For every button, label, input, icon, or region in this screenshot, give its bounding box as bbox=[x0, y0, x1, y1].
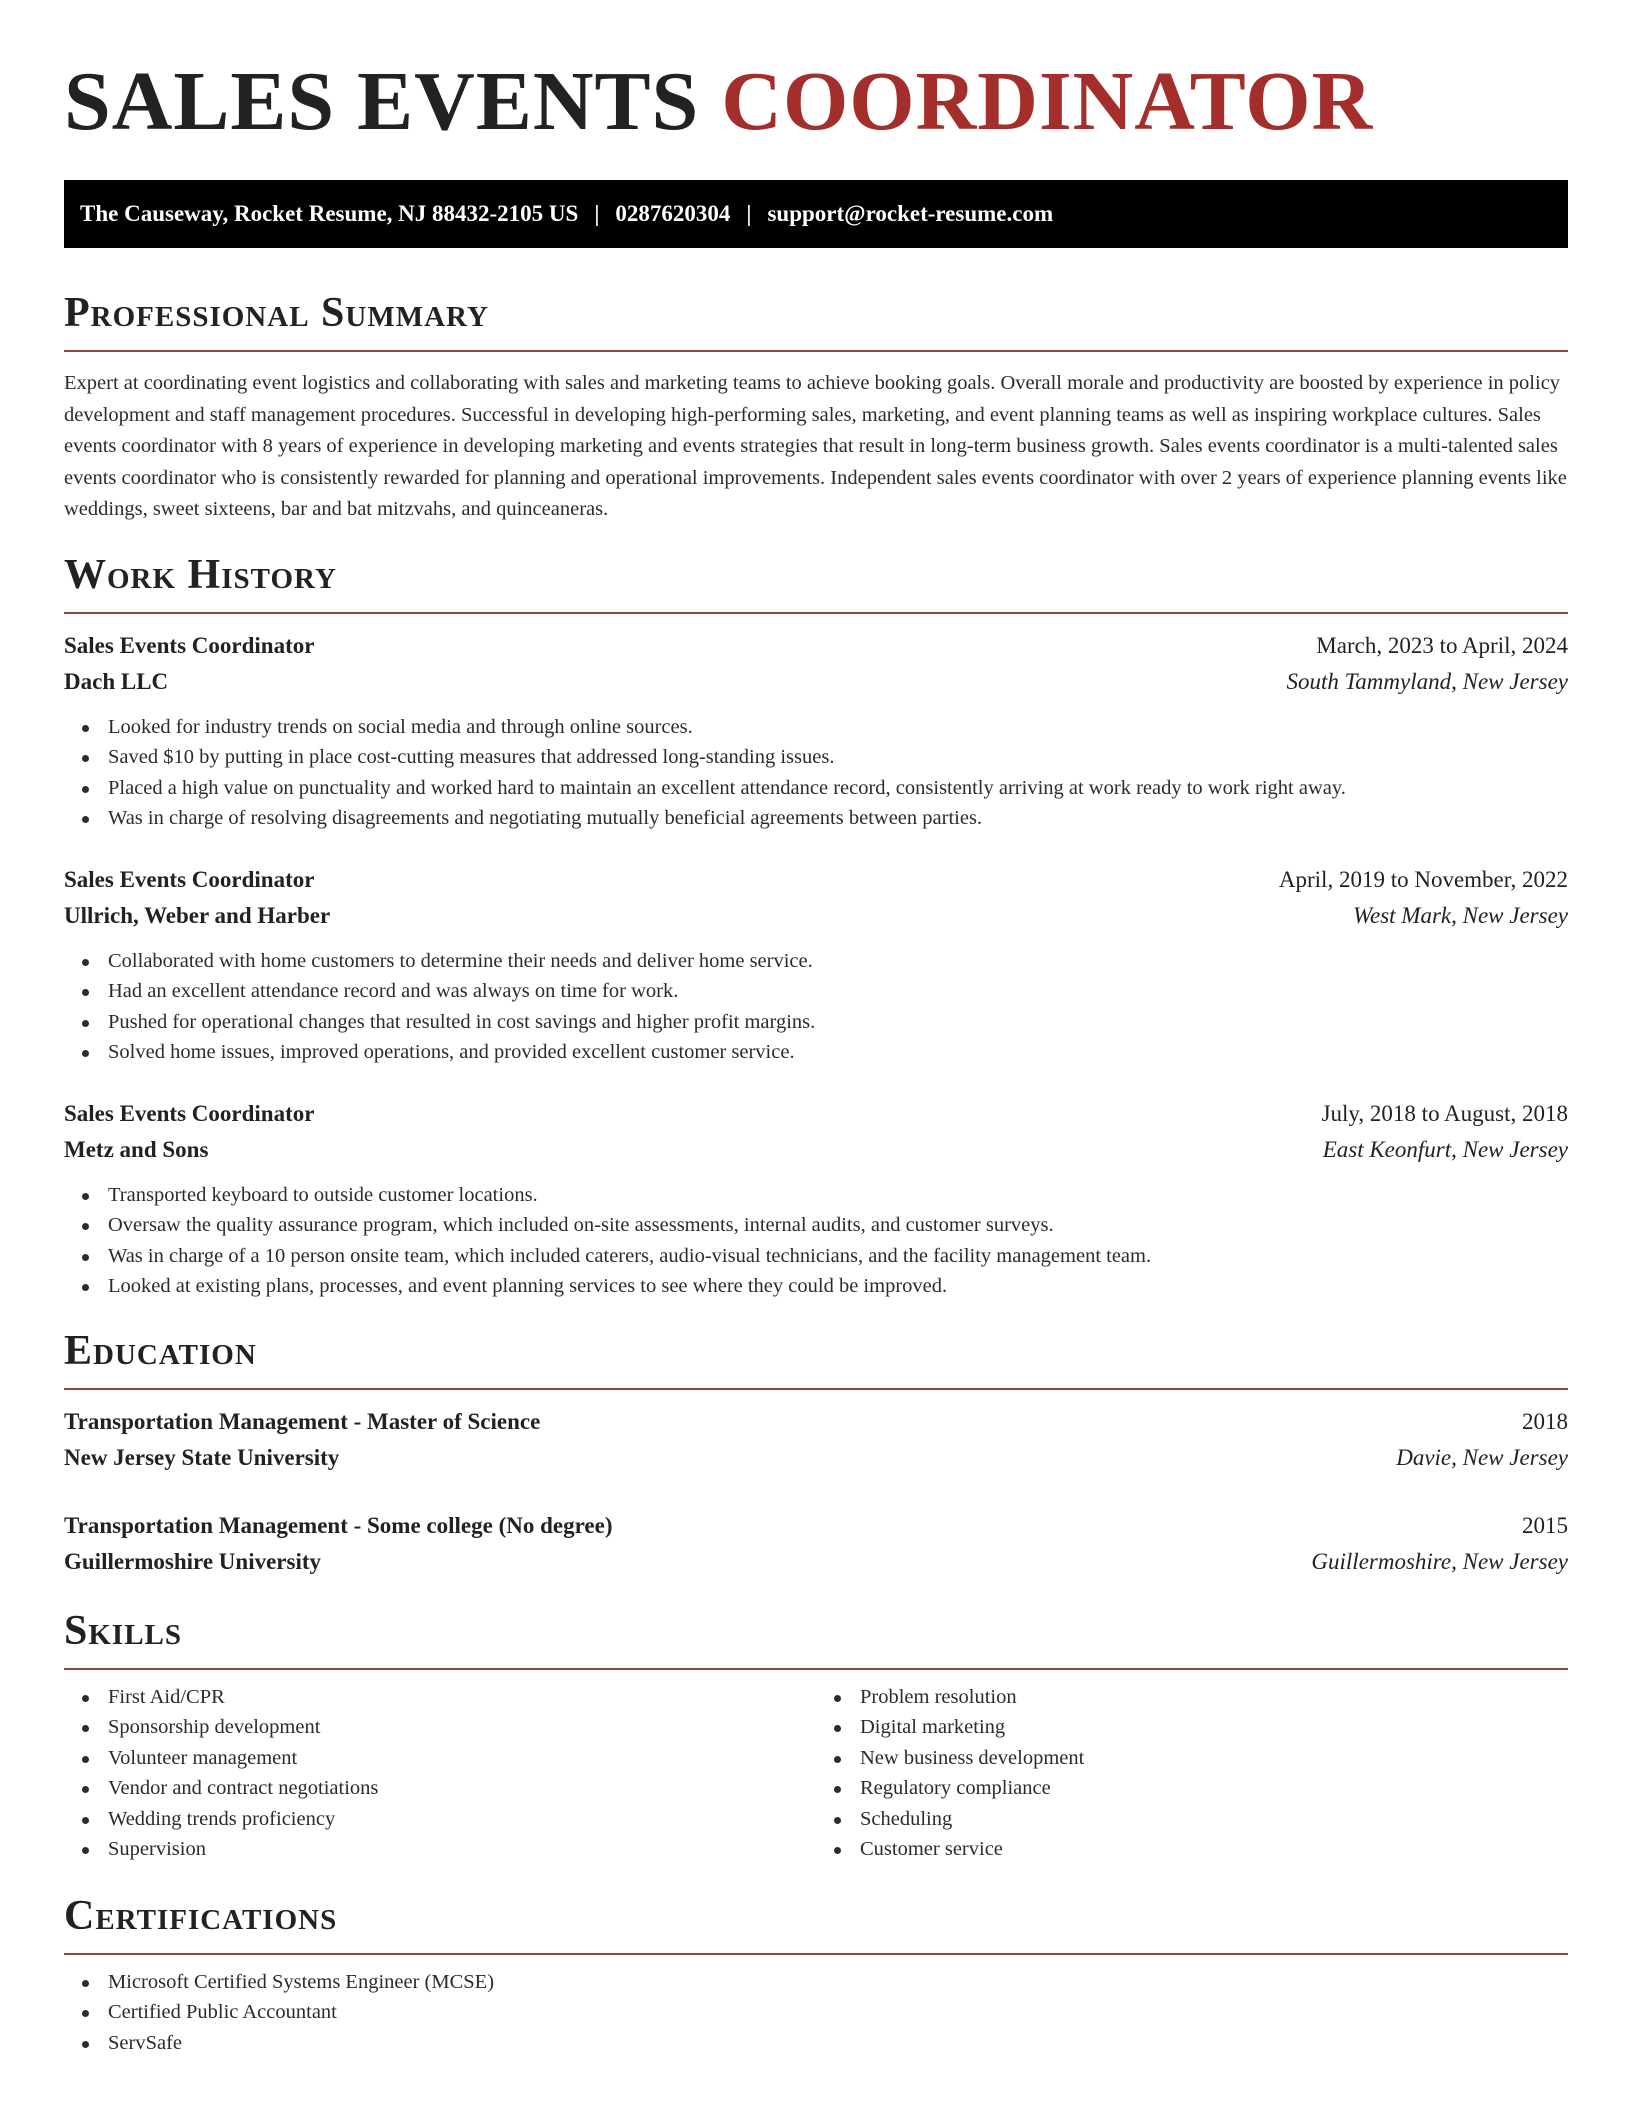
skills-list-right bbox=[816, 1682, 1568, 1865]
job-dates: July, 2018 to August, 2018 bbox=[1321, 1100, 1568, 1126]
work-heading: Work History bbox=[64, 551, 337, 598]
contact-address: The Causeway, Rocket Resume, NJ 88432-2105 US bbox=[80, 201, 579, 226]
list-item: Transported keyboard to outside customer locations. bbox=[108, 1180, 1568, 1211]
skills-list-left bbox=[64, 1682, 816, 1865]
job-company: Ullrich, Weber and Harber bbox=[64, 902, 331, 928]
school-name: New Jersey State University bbox=[64, 1444, 340, 1470]
job-title: Sales Events Coordinator bbox=[64, 632, 315, 658]
degree-year: 2015 bbox=[1522, 1512, 1568, 1538]
degree-title: Transportation Management - Master of Science bbox=[64, 1408, 541, 1434]
skill-item: Supervision bbox=[108, 1834, 816, 1865]
job-entry bbox=[64, 1096, 1568, 1302]
job-entry bbox=[64, 628, 1568, 834]
job-entry bbox=[64, 862, 1568, 1068]
job-title: Sales Events Coordinator bbox=[64, 1100, 315, 1126]
skill-item: Vendor and contract negotiations bbox=[108, 1773, 816, 1804]
list-item: Oversaw the quality assurance program, which included on-site assessments, internal audits, and customer surveys. bbox=[108, 1210, 1568, 1241]
job-company: Metz and Sons bbox=[64, 1136, 209, 1162]
contact-separator: | bbox=[746, 201, 752, 226]
list-item: Had an excellent attendance record and was always on time for work. bbox=[108, 976, 1568, 1007]
job-location: East Keonfurt, New Jersey bbox=[1322, 1136, 1568, 1162]
resume-title bbox=[64, 52, 1568, 152]
section-divider bbox=[64, 612, 1568, 614]
list-item: Was in charge of a 10 person onsite team, which included caterers, audio-visual technicians, and the facility management team. bbox=[108, 1241, 1568, 1272]
skill-item: Scheduling bbox=[860, 1804, 1568, 1835]
certifications-section bbox=[64, 1891, 1568, 2059]
education-entry bbox=[64, 1508, 1568, 1580]
school-location: Davie, New Jersey bbox=[1396, 1444, 1568, 1470]
degree-title: Transportation Management - Some college (No degree) bbox=[64, 1512, 613, 1538]
job-bullets bbox=[64, 1180, 1568, 1302]
certification-item: ServSafe bbox=[108, 2028, 1568, 2059]
list-item: Pushed for operational changes that resulted in cost savings and higher profit margins. bbox=[108, 1007, 1568, 1038]
skills-section bbox=[64, 1606, 1568, 1865]
job-company: Dach LLC bbox=[64, 668, 169, 694]
certification-item: Microsoft Certified Systems Engineer (MCSE) bbox=[108, 1967, 1568, 1998]
list-item: Placed a high value on punctuality and worked hard to maintain an excellent attendance record, consistently arriving at work ready to work right away. bbox=[108, 773, 1568, 804]
list-item: Saved $10 by putting in place cost-cutting measures that addressed long-standing issues. bbox=[108, 742, 1568, 773]
job-dates: March, 2023 to April, 2024 bbox=[1316, 632, 1568, 658]
school-name: Guillermoshire University bbox=[64, 1548, 322, 1574]
certification-item: Certified Public Accountant bbox=[108, 1997, 1568, 2028]
skill-item: First Aid/CPR bbox=[108, 1682, 816, 1713]
list-item: Was in charge of resolving disagreements and negotiating mutually beneficial agreements between parties. bbox=[108, 803, 1568, 834]
school-location: Guillermoshire, New Jersey bbox=[1311, 1548, 1568, 1574]
job-bullets bbox=[64, 712, 1568, 834]
list-item: Looked for industry trends on social media and through online sources. bbox=[108, 712, 1568, 743]
education-entry bbox=[64, 1404, 1568, 1476]
skill-item: Regulatory compliance bbox=[860, 1773, 1568, 1804]
certifications-heading: Certifications bbox=[64, 1892, 338, 1939]
skills-grid bbox=[64, 1670, 1568, 1865]
skill-item: Wedding trends proficiency bbox=[108, 1804, 816, 1835]
job-bullets bbox=[64, 946, 1568, 1068]
section-divider bbox=[64, 1953, 1568, 1955]
job-title: Sales Events Coordinator bbox=[64, 866, 315, 892]
job-location: West Mark, New Jersey bbox=[1352, 902, 1568, 928]
job-dates: April, 2019 to November, 2022 bbox=[1278, 866, 1568, 892]
summary-text: Expert at coordinating event logistics and collaborating with sales and marketing teams to achieve booking goals. Overall morale and productivity are boosted by experience in policy development and staff management procedures. Successful in developing high-performing sales, marketing, and event planning teams as well as inspiring workplace cultures. Sales events coordinator with 8 years of experience in developing marketing and events strategies that result in long-term business growth. Sales events coordinator is a multi-talented sales events coordinator who is consistently rewarded for planning and operational improvements. Independent sales events coordinator with over 2 years of experience planning events like weddings, sweet sixteens, bar and bat mitzvahs, and quinceaneras. bbox=[64, 372, 1567, 520]
skill-item: Customer service bbox=[860, 1834, 1568, 1865]
skill-item: Digital marketing bbox=[860, 1712, 1568, 1743]
contact-phone: 0287620304 bbox=[615, 201, 731, 226]
list-item: Looked at existing plans, processes, and event planning services to see where they could be improved. bbox=[108, 1271, 1568, 1302]
education-section bbox=[64, 1326, 1568, 1580]
work-section bbox=[64, 550, 1568, 1302]
education-heading: Education bbox=[64, 1327, 257, 1374]
skill-item: Problem resolution bbox=[860, 1682, 1568, 1713]
skills-heading: Skills bbox=[64, 1607, 183, 1654]
title-part-2: COORDINATOR bbox=[721, 55, 1374, 148]
skill-item: Volunteer management bbox=[108, 1743, 816, 1774]
degree-year: 2018 bbox=[1522, 1408, 1568, 1434]
contact-separator: | bbox=[594, 201, 600, 226]
job-location: South Tammyland, New Jersey bbox=[1286, 668, 1568, 694]
list-item: Collaborated with home customers to determine their needs and deliver home service. bbox=[108, 946, 1568, 977]
contact-bar bbox=[64, 180, 1568, 248]
section-divider bbox=[64, 1388, 1568, 1390]
title-part-1: SALES EVENTS bbox=[64, 55, 700, 148]
section-divider bbox=[64, 350, 1568, 352]
skill-item: Sponsorship development bbox=[108, 1712, 816, 1743]
summary-heading: Professional Summary bbox=[64, 290, 489, 336]
contact-email: support@rocket-resume.com bbox=[767, 201, 1054, 226]
certifications-list bbox=[64, 1967, 1568, 2059]
summary-section bbox=[64, 288, 1568, 526]
skill-item: New business development bbox=[860, 1743, 1568, 1774]
list-item: Solved home issues, improved operations, and provided excellent customer service. bbox=[108, 1037, 1568, 1068]
